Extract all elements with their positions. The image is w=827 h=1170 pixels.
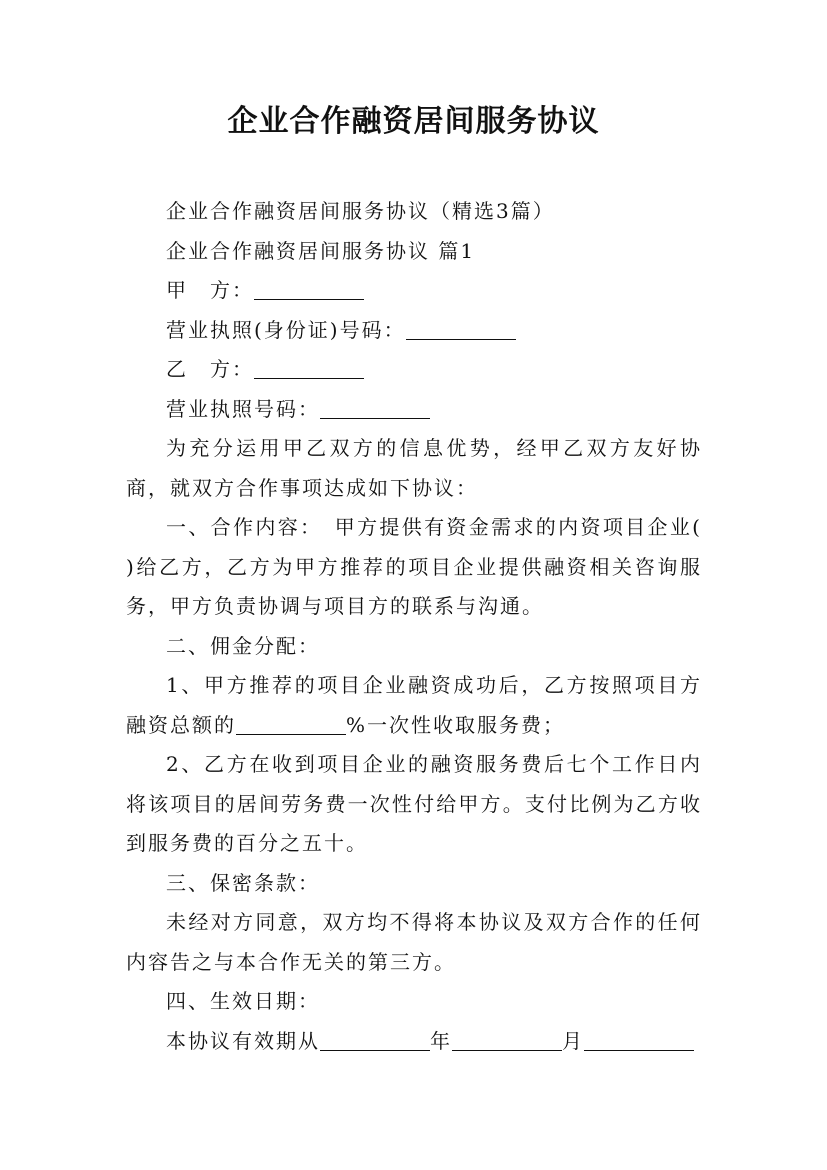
license-a-blank bbox=[406, 319, 516, 340]
clause-4-heading: 四、生效日期： bbox=[166, 989, 320, 1013]
license-a-label: 营业执照(身份证)号码： bbox=[166, 317, 406, 342]
day-blank bbox=[584, 1030, 694, 1051]
month-label: 月 bbox=[562, 1028, 584, 1053]
clause-2-1 bbox=[126, 666, 702, 745]
clause-2-1-suffix: %一次性收取服务费； bbox=[346, 712, 566, 737]
clause-1: 一、合作内容： 甲方提供有资金需求的内资项目企业( )给乙方，乙方为甲方推荐的项目企业提供融资相关咨询服务，甲方负责协调与项目方的联系与沟通。 bbox=[126, 515, 702, 618]
party-b-line bbox=[126, 350, 702, 390]
year-label: 年 bbox=[430, 1028, 452, 1053]
party-a-line bbox=[126, 271, 702, 311]
clause-2-heading: 二、佣金分配： bbox=[166, 633, 320, 658]
section-heading: 企业合作融资居间服务协议 篇1 bbox=[166, 238, 476, 263]
clause-3-heading: 三、保密条款： bbox=[166, 870, 320, 895]
subtitle: 企业合作融资居间服务协议（精选3篇） bbox=[166, 199, 555, 223]
license-b-line bbox=[126, 390, 702, 430]
party-a-blank bbox=[254, 279, 364, 300]
rate-blank bbox=[236, 714, 346, 735]
clause-3: 未经对方同意，双方均不得将本协议及双方合作的任何内容告之与本合作无关的第三方。 bbox=[126, 910, 702, 974]
license-a-line bbox=[126, 311, 702, 351]
clause-2-2: 2、乙方在收到项目企业的融资服务费后七个工作日内将该项目的居间劳务费一次性付给甲方。支付比例为乙方收到服务费的百分之五十。 bbox=[126, 752, 702, 855]
license-b-blank bbox=[320, 398, 430, 419]
license-b-label: 营业执照号码： bbox=[166, 396, 320, 421]
validity-prefix: 本协议有效期从 bbox=[166, 1028, 320, 1053]
document-body bbox=[126, 192, 702, 1061]
month-blank bbox=[452, 1030, 562, 1051]
validity-line bbox=[126, 1022, 702, 1062]
year-blank bbox=[320, 1030, 430, 1051]
party-b-label: 乙 方： bbox=[166, 357, 254, 381]
party-a-label: 甲 方： bbox=[166, 278, 254, 302]
party-b-blank bbox=[254, 358, 364, 379]
document-title: 企业合作融资居间服务协议 bbox=[227, 104, 600, 139]
intro-paragraph: 为充分运用甲乙双方的信息优势，经甲乙双方友好协商，就双方合作事项达成如下协议： bbox=[126, 436, 702, 500]
clause-2-1-text: 1、甲方推荐的项目企业融资成功后，乙方按照项目方融资总额的 bbox=[126, 673, 702, 737]
